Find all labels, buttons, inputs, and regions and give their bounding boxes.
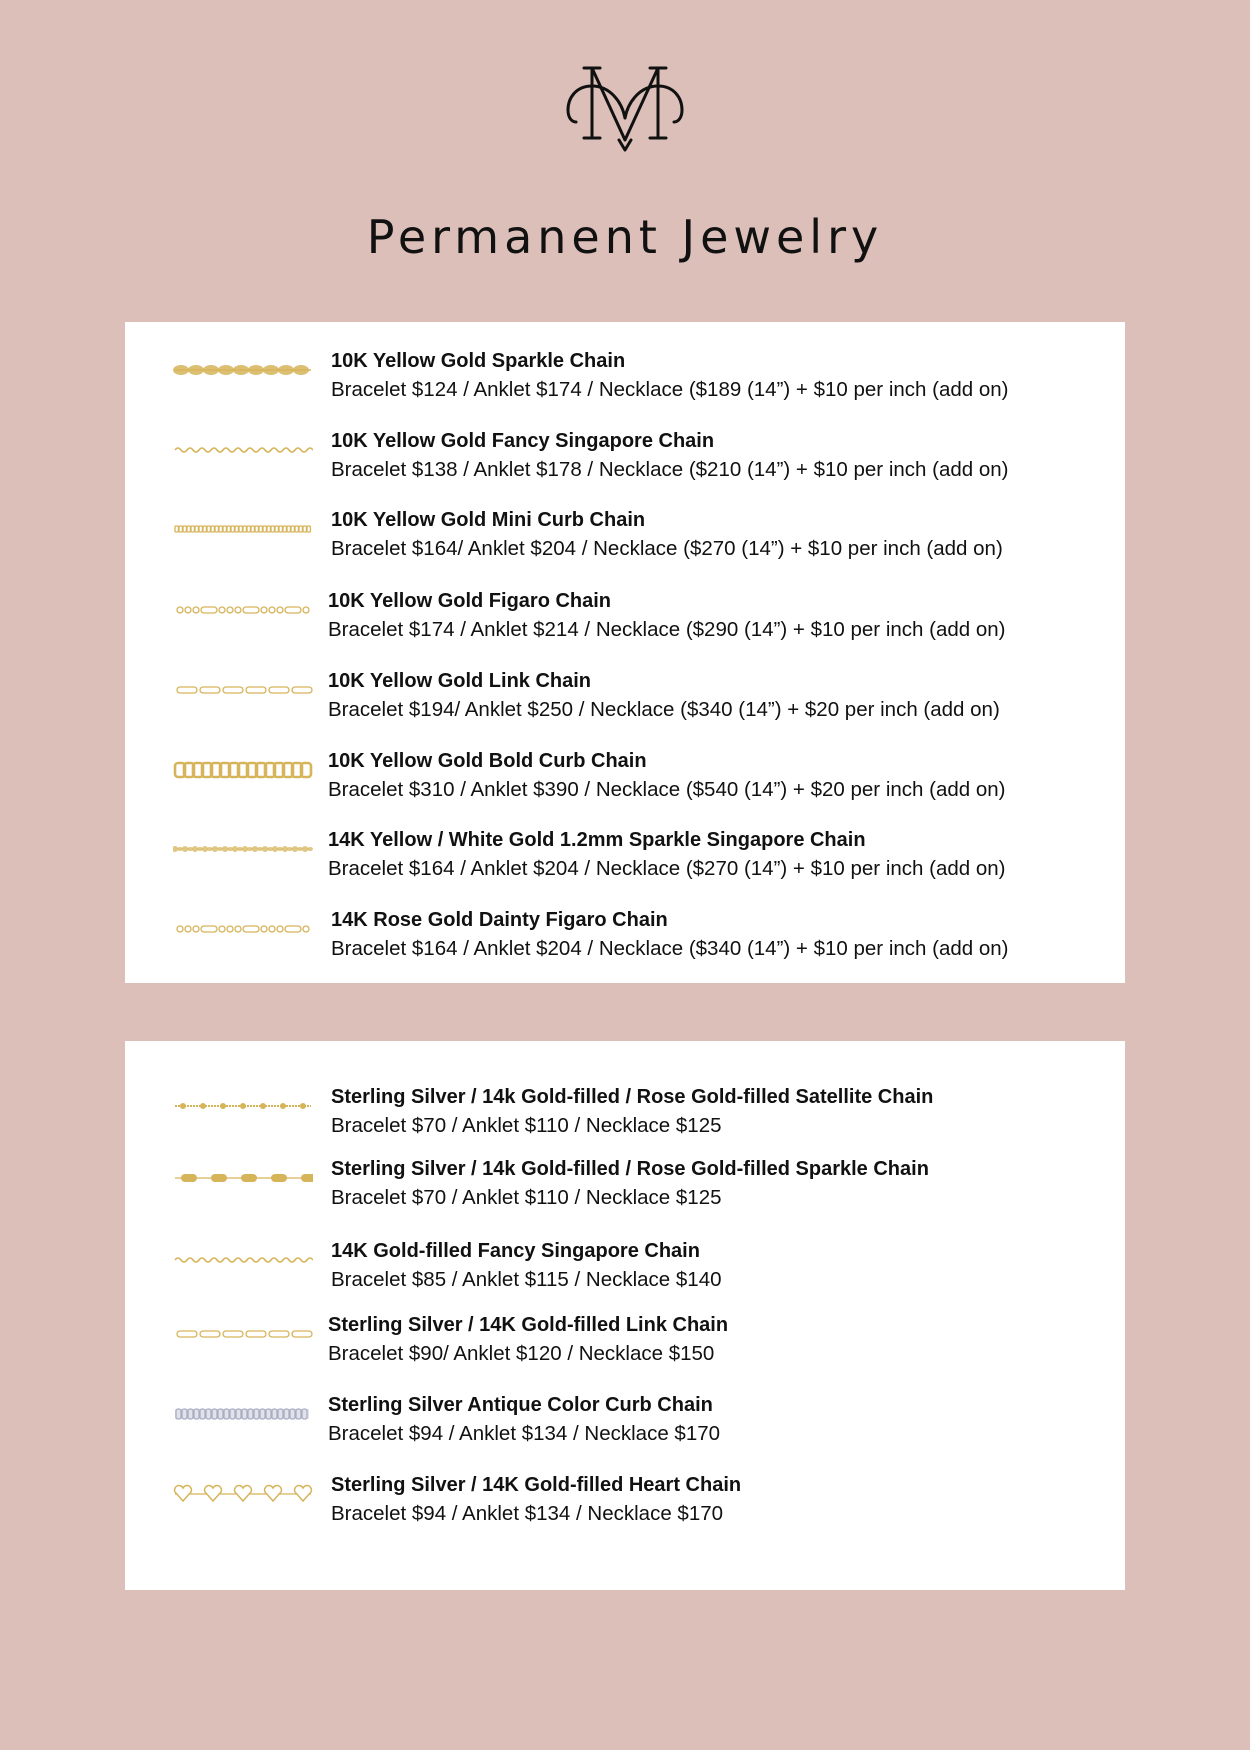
page-title: Permanent Jewelry xyxy=(366,210,884,264)
gold-chains-panel xyxy=(125,322,1125,983)
chain-swatch-icon xyxy=(173,516,313,542)
chain-text xyxy=(331,506,1003,563)
chain-name: 14K Rose Gold Dainty Figaro Chain xyxy=(331,909,668,931)
chain-name: 10K Yellow Gold Sparkle Chain xyxy=(331,350,626,372)
chain-price: Bracelet $164 / Anklet $204 / Necklace ($270 (14”) + $10 per inch (add on) xyxy=(328,857,1006,880)
chain-price: Bracelet $90/ Anklet $120 / Necklace $150 xyxy=(328,1342,715,1365)
chain-item xyxy=(125,1471,1125,1531)
chain-swatch-icon xyxy=(173,1481,313,1507)
chain-price: Bracelet $124 / Anklet $174 / Necklace ($189 (14”) + $10 per inch (add on) xyxy=(331,378,1009,401)
chain-swatch-icon xyxy=(173,836,313,862)
chain-name: Sterling Silver / 14K Gold-filled Link Chain xyxy=(328,1314,729,1336)
chain-name: Sterling Silver / 14K Gold-filled Heart Chain xyxy=(331,1474,742,1496)
brand-monogram-logo xyxy=(566,62,684,152)
silver-chains-panel xyxy=(125,1041,1125,1590)
chain-name: 10K Yellow Gold Figaro Chain xyxy=(328,590,612,612)
chain-item xyxy=(125,587,1125,647)
chain-name: 10K Yellow Gold Link Chain xyxy=(328,670,592,692)
chain-name: 10K Yellow Gold Bold Curb Chain xyxy=(328,750,647,772)
chain-item xyxy=(125,667,1125,727)
chain-item xyxy=(125,347,1125,407)
chain-name: Sterling Silver Antique Color Curb Chain xyxy=(328,1394,713,1416)
chain-name: 14K Yellow / White Gold 1.2mm Sparkle Singapore Chain xyxy=(328,829,866,851)
chain-name: 10K Yellow Gold Mini Curb Chain xyxy=(331,509,646,531)
chain-swatch-icon xyxy=(173,916,313,942)
chain-name: Sterling Silver / 14k Gold-filled / Rose Gold-filled Sparkle Chain xyxy=(331,1158,929,1180)
chain-swatch-icon xyxy=(173,1093,313,1119)
chain-item xyxy=(125,906,1125,966)
chain-item xyxy=(125,747,1125,807)
chain-text xyxy=(328,747,1005,804)
chain-price: Bracelet $310 / Anklet $390 / Necklace ($540 (14”) + $20 per inch (add on) xyxy=(328,778,1006,801)
chain-price: Bracelet $164/ Anklet $204 / Necklace ($270 (14”) + $10 per inch (add on) xyxy=(331,537,1003,560)
chain-price: Bracelet $194/ Anklet $250 / Necklace ($340 (14”) + $20 per inch (add on) xyxy=(328,698,1000,721)
chain-item xyxy=(125,1155,1125,1215)
chain-price: Bracelet $94 / Anklet $134 / Necklace $170 xyxy=(328,1422,721,1445)
chain-swatch-icon xyxy=(173,357,313,383)
chain-name: 10K Yellow Gold Fancy Singapore Chain xyxy=(331,430,715,452)
chain-text xyxy=(328,826,1005,883)
chain-item xyxy=(125,1237,1125,1297)
chain-item xyxy=(125,427,1125,487)
chain-item xyxy=(125,826,1125,886)
chain-text xyxy=(331,427,1008,484)
chain-price: Bracelet $174 / Anklet $214 / Necklace ($290 (14”) + $10 per inch (add on) xyxy=(328,618,1006,641)
chain-price: Bracelet $138 / Anklet $178 / Necklace ($210 (14”) + $10 per inch (add on) xyxy=(331,458,1009,481)
chain-text xyxy=(328,667,1000,724)
chain-swatch-icon xyxy=(173,1401,313,1427)
chain-text xyxy=(331,347,1008,404)
chain-price: Bracelet $85 / Anklet $115 / Necklace $140 xyxy=(331,1268,722,1291)
chain-text xyxy=(331,1471,741,1528)
chain-item xyxy=(125,1311,1125,1371)
chain-swatch-icon xyxy=(173,1247,313,1273)
chain-item xyxy=(125,506,1125,566)
chain-swatch-icon xyxy=(173,1321,313,1347)
chain-text xyxy=(328,1311,728,1368)
chain-item xyxy=(125,1083,1125,1143)
chain-price: Bracelet $70 / Anklet $110 / Necklace $125 xyxy=(331,1114,722,1137)
chain-swatch-icon xyxy=(173,677,313,703)
chain-text xyxy=(328,1391,720,1448)
chain-swatch-icon xyxy=(173,1165,313,1191)
chain-name: 14K Gold-filled Fancy Singapore Chain xyxy=(331,1240,700,1262)
chain-swatch-icon xyxy=(173,757,313,783)
chain-swatch-icon xyxy=(173,597,313,623)
chain-text xyxy=(331,1237,722,1294)
chain-text xyxy=(331,1155,929,1212)
chain-text xyxy=(331,906,1008,963)
chain-item xyxy=(125,1391,1125,1451)
chain-swatch-icon xyxy=(173,437,313,463)
chain-price: Bracelet $70 / Anklet $110 / Necklace $125 xyxy=(331,1186,722,1209)
chain-name: Sterling Silver / 14k Gold-filled / Rose Gold-filled Satellite Chain xyxy=(331,1086,934,1108)
chain-text xyxy=(328,587,1005,644)
chain-price: Bracelet $164 / Anklet $204 / Necklace ($340 (14”) + $10 per inch (add on) xyxy=(331,937,1009,960)
chain-price: Bracelet $94 / Anklet $134 / Necklace $170 xyxy=(331,1502,724,1525)
chain-text xyxy=(331,1083,933,1140)
